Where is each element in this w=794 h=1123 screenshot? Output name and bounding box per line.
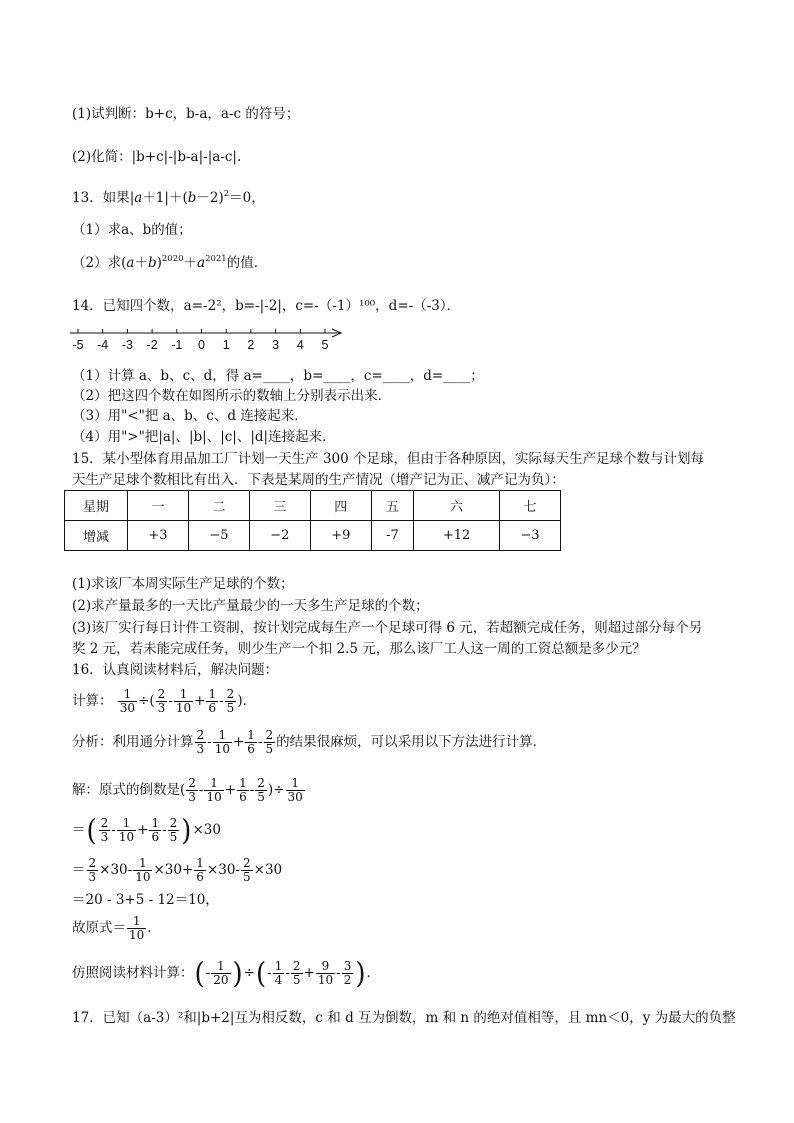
table-cell-day: 五 bbox=[371, 491, 413, 521]
table-header-change: 增减 bbox=[65, 521, 128, 551]
fraction: $\frac{2}{3}$ bbox=[88, 856, 97, 884]
fraction: $\frac{1}{10}$ bbox=[129, 914, 145, 942]
fraction: $\frac{1}{10}$ bbox=[206, 776, 222, 804]
table-row-change bbox=[65, 521, 561, 551]
q13-stem bbox=[72, 188, 265, 208]
table-cell-day: 六 bbox=[414, 491, 500, 521]
q15-part3-line2: 奖 2 元，若未能完成任务，则少生产一个扣 2.5 元，那么该厂工人这一周的工资总额是多少元？ bbox=[72, 641, 646, 657]
number-line-tick-label: 4 bbox=[296, 338, 304, 352]
table-cell-change: −5 bbox=[188, 521, 249, 551]
q16-analysis-line: 分析：利用通分计算 $\frac{2}{3}$ - $\frac{1}{10}$ + $\frac{1}{6}$ - $\frac{2}{5}$ 的结果很麻烦，可以采用以下方法进行计算． bbox=[72, 728, 547, 756]
q16-solution-step3: ＝20 - 3+5 - 12＝10， bbox=[72, 892, 219, 908]
q16-analysis-suffix: 的结果很麻烦，可以采用以下方法进行计算． bbox=[276, 734, 547, 750]
fraction: $\frac{3}{2}$ bbox=[343, 959, 352, 987]
fraction: $\frac{1}{10}$ bbox=[118, 816, 135, 844]
number-line bbox=[70, 326, 350, 340]
q12-part1: (1)试判断：b+c，b-a，a-c 的符号； bbox=[72, 106, 300, 122]
table-cell-day: 七 bbox=[500, 491, 561, 521]
q14-part2: （2）把这四个数在如图所示的数轴上分别表示出来． bbox=[72, 388, 392, 404]
q16-solution-step1: ＝( $\frac{2}{3}$ - $\frac{1}{10}$ + $\frac{1}{6}$ - $\frac{2}{5}$ )×30 bbox=[72, 814, 221, 847]
q16-solution-prefix: 解：原式的倒数是 bbox=[72, 782, 180, 798]
fraction: $\frac{1}{6}$ bbox=[208, 687, 217, 715]
fraction: $\frac{2}{5}$ bbox=[226, 687, 235, 715]
number-line-tick-label: -4 bbox=[97, 338, 109, 352]
q15-stem-line1: 15．某小型体育用品加工厂计划一天生产 300 个足球，但由于各种原因，实际每天生产足球个数与计划每 bbox=[72, 451, 705, 467]
fraction: $\frac{1}{10}$ bbox=[175, 687, 192, 715]
table-cell-change: -7 bbox=[371, 521, 413, 551]
q15-part2: (2)求产量最多的一天比产量最少的一天多生产足球的个数； bbox=[72, 598, 429, 614]
q16-solution-line1: 解：原式的倒数是( $\frac{2}{3}$ - $\frac{1}{10}$ + $\frac{1}{6}$ - $\frac{2}{5}$ )÷ $\frac{1}{30}$ bbox=[72, 776, 303, 804]
q13-part2 bbox=[72, 253, 267, 273]
fraction: $\frac{9}{10}$ bbox=[317, 959, 334, 987]
fraction: $\frac{1}{6}$ bbox=[196, 856, 204, 884]
fraction: $\frac{2}{3}$ bbox=[157, 687, 166, 715]
fraction: $\frac{2}{5}$ bbox=[243, 856, 251, 884]
fraction: $\frac{1}{6}$ bbox=[151, 816, 160, 844]
fraction: $\frac{1}{20}$ bbox=[213, 959, 229, 987]
q14-part1: （1）计算 a、b、c、d，得 a=____，b=____，c=____，d=____； bbox=[72, 368, 484, 384]
q13-part2-suffix: 的值． bbox=[226, 255, 268, 271]
number-line-tick-label: 2 bbox=[247, 338, 255, 352]
fraction: $\frac{1}{4}$ bbox=[274, 959, 283, 987]
q16-stem: 16．认真阅读材料后，解决问题： bbox=[72, 662, 279, 678]
q13-part1: （1）求a、b的值； bbox=[72, 222, 192, 238]
table-cell-day: 三 bbox=[249, 491, 310, 521]
fraction: $\frac{2}{3}$ bbox=[100, 816, 109, 844]
table-cell-day: 二 bbox=[188, 491, 249, 521]
q17-stem-line1: 17．已知（a-3）²和|b+2|互为相反数，c 和 d 互为倒数，m 和 n 的绝对值相等，且 mn＜0，y 为最大的负整 bbox=[72, 1010, 736, 1026]
q13-part2-prefix: （2）求 bbox=[72, 255, 122, 271]
q13-part2-expr: $(a+b)^{2020}+a^{2021}$ bbox=[121, 254, 227, 271]
q16-result-prefix: 故原式＝ bbox=[72, 920, 126, 936]
table-cell-day: 一 bbox=[128, 491, 189, 521]
fraction: $\frac{2}{3}$ bbox=[188, 776, 196, 804]
q14-part3: （3）用"<"把 a、b、c、d 连接起来． bbox=[72, 408, 308, 424]
number-line-tick-label: 1 bbox=[222, 338, 230, 352]
table-row-weekday bbox=[65, 491, 561, 521]
number-line-tick-label: -5 bbox=[72, 338, 84, 352]
q15-stem-line2: 天生产足球个数相比有出入．下表是某周的生产情况（增产记为正、减产记为负）： bbox=[72, 472, 565, 488]
fraction: $\frac{1}{10}$ bbox=[214, 728, 230, 756]
q13-condition-expr: $|a+1|+(b-2)^2$ bbox=[129, 189, 230, 206]
fraction: $\frac{2}{5}$ bbox=[265, 728, 274, 756]
fraction: $\frac{1}{6}$ bbox=[239, 776, 247, 804]
number-line-tick-label: -2 bbox=[146, 338, 158, 352]
q16-imitate-line: 仿照阅读材料计算：(- $\frac{1}{20}$ )÷(- $\frac{1}{4}$ - $\frac{2}{5}$ + $\frac{9}{10}$ - $\frac{3}{2}$ )． bbox=[72, 957, 380, 990]
table-cell-change: +9 bbox=[310, 521, 371, 551]
q14-stem: 14．已知四个数，a=-2²，b=-|-2|，c=-（-1）¹⁰⁰，d=-（-3）． bbox=[72, 298, 461, 314]
number-line-tick-label: -1 bbox=[171, 338, 183, 352]
q16-result-line: 故原式＝ $\frac{1}{10}$ ． bbox=[72, 914, 161, 942]
table-cell-change: +3 bbox=[128, 521, 189, 551]
q12-part2: (2)化简：|b+c|-|b-a|-|a-c|. bbox=[72, 149, 242, 165]
fraction: $\frac{2}{5}$ bbox=[169, 816, 178, 844]
fraction: $\frac{1}{30}$ bbox=[287, 776, 303, 804]
fraction: $\frac{1}{10}$ bbox=[135, 856, 151, 884]
q16-calc-label: 计算： bbox=[72, 693, 113, 709]
number-line-tick-label: 3 bbox=[272, 338, 280, 352]
q14-part4: （4）用">"把|a|、|b|、|c|、|d|连接起来． bbox=[72, 429, 336, 445]
number-line-tick-label: 0 bbox=[198, 338, 205, 352]
fraction: $\frac{1}{6}$ bbox=[247, 728, 255, 756]
q16-analysis-prefix: 分析：利用通分计算 bbox=[72, 734, 194, 750]
q15-part3-line1: (3)该厂实行每日计件工资制，按计划完成每生产一个足球可得 6 元，若超额完成任务，则超过部分每个另 bbox=[72, 620, 703, 636]
number-line-ticks bbox=[78, 329, 325, 333]
q16-calc-line: 计算： $\frac{1}{30}$ ÷( $\frac{2}{3}$ - $\frac{1}{10}$ + $\frac{1}{6}$ - $\frac{2}{5}$ )． bbox=[72, 687, 257, 715]
q15-part1: (1)求该厂本周实际生产足球的个数； bbox=[72, 576, 294, 592]
fraction: $\frac{2}{5}$ bbox=[292, 959, 301, 987]
q13-stem-prefix: 13．如果 bbox=[72, 190, 130, 206]
table-cell-day: 四 bbox=[310, 491, 371, 521]
q16-solution-step2: ＝ $\frac{2}{3}$ ×30- $\frac{1}{10}$ ×30+ $\frac{1}{6}$ ×30- $\frac{2}{5}$ ×30 bbox=[72, 856, 283, 884]
table-cell-change: −3 bbox=[500, 521, 561, 551]
q13-stem-suffix: ＝0， bbox=[229, 190, 265, 206]
table-cell-change: −2 bbox=[249, 521, 310, 551]
number-line-tick-label: -3 bbox=[121, 338, 133, 352]
q16-imitate-label: 仿照阅读材料计算： bbox=[72, 965, 194, 981]
fraction: $\frac{1}{30}$ bbox=[119, 687, 136, 715]
fraction: $\frac{2}{3}$ bbox=[196, 728, 205, 756]
fraction: $\frac{2}{5}$ bbox=[257, 776, 265, 804]
table-cell-change: +12 bbox=[414, 521, 500, 551]
number-line-tick-label: 5 bbox=[321, 338, 329, 352]
production-table bbox=[64, 490, 561, 551]
table-header-weekday: 星期 bbox=[65, 491, 128, 521]
